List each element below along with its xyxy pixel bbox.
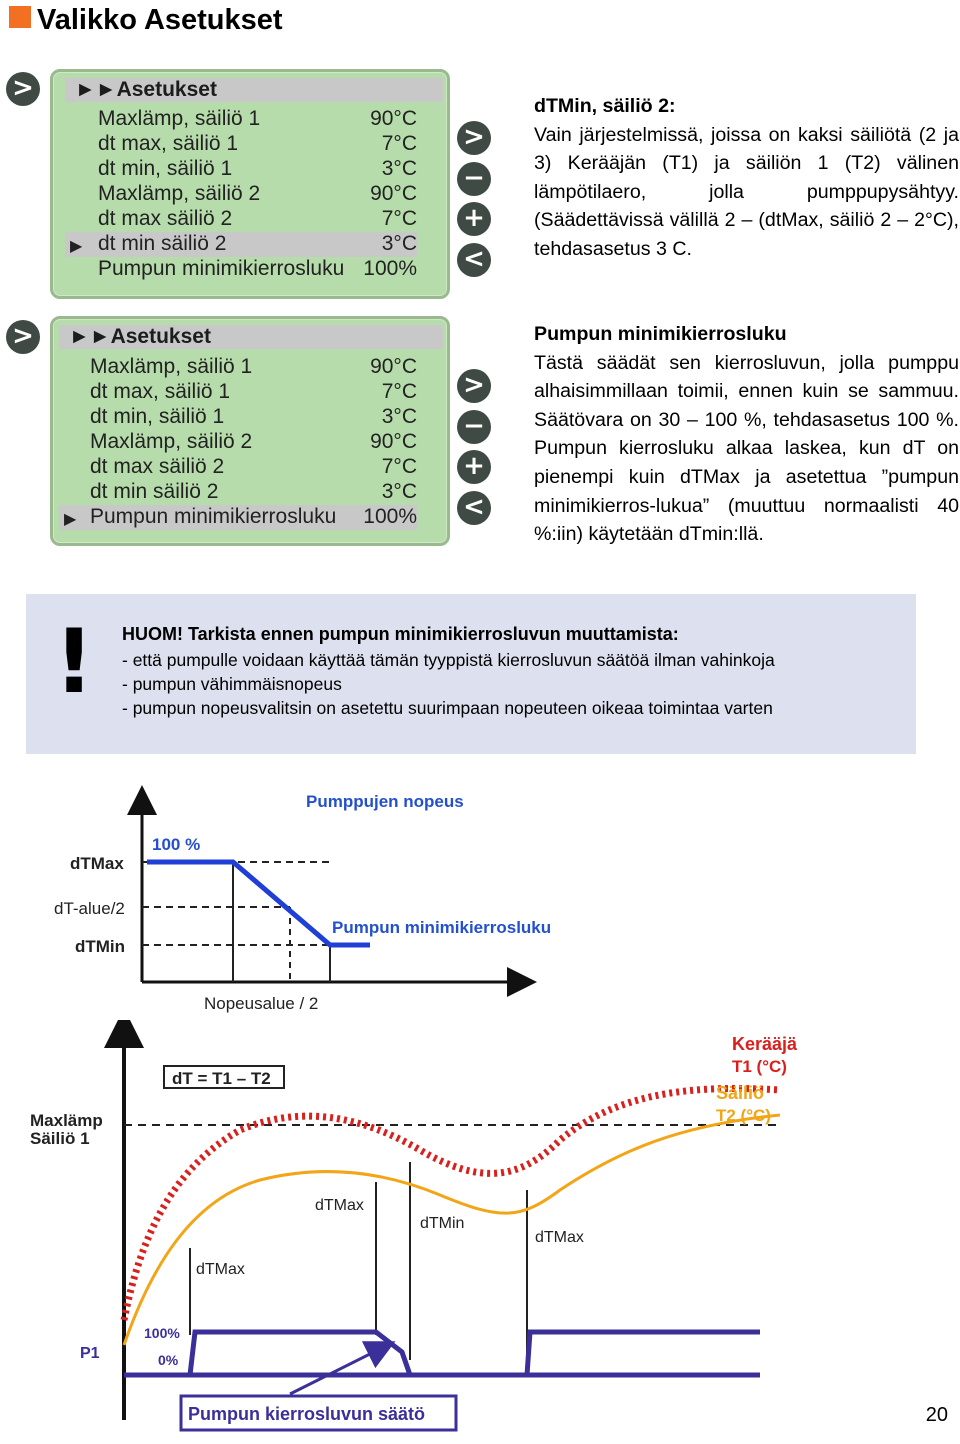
lcd-row-selected: ▶ Pumpun minimikierrosluku 100%	[59, 505, 417, 530]
diagram-title: Pumppujen nopeus	[306, 792, 464, 811]
page-number: 20	[925, 1404, 948, 1426]
max-label-2: Säiliö 1	[30, 1129, 90, 1148]
p1-label: P1	[80, 1345, 100, 1362]
lcd-title: ►►Asetukset	[69, 325, 211, 348]
marker-label: dTMin	[420, 1215, 465, 1232]
caption-arrow	[290, 1348, 382, 1394]
label-100: 100 %	[152, 835, 201, 854]
back-button[interactable]: <	[457, 243, 491, 277]
lcd-row: Maxlämp, säiliö 1 90°C	[90, 355, 417, 378]
lcd-row: Pumpun minimikierrosluku 100%	[98, 257, 417, 280]
lcd-row: dt max säiliö 2 7°C	[90, 455, 417, 478]
lcd-row: dt min säiliö 2 3°C	[90, 480, 417, 503]
marker-label: dTMax	[196, 1261, 245, 1278]
note-title: HUOM! Tarkista ennen pumpun minimikierrosluvun muuttamista:	[122, 624, 679, 644]
section-heading: dTMin, säiliö 2:	[534, 95, 676, 117]
marker-label: dTMax	[315, 1197, 364, 1214]
exclamation-icon: !	[54, 610, 95, 713]
legend-t1-unit: T1 (°C)	[732, 1057, 787, 1076]
minus-button[interactable]: −	[457, 162, 491, 196]
enter-button[interactable]: >	[457, 121, 491, 155]
lcd-row: Maxlämp, säiliö 2 90°C	[98, 182, 417, 205]
lcd-row: dt max, säiliö 1 7°C	[98, 132, 417, 155]
marker-label: dTMax	[535, 1229, 584, 1246]
enter-button-left-1[interactable]: >	[6, 72, 40, 106]
lcd-row-selected: ▶ dt min säiliö 2 3°C	[65, 232, 417, 257]
label-dtalue: dT-alue/2	[54, 899, 125, 918]
max-label-1: Maxlämp	[30, 1111, 103, 1130]
label-dtmin: dTMin	[75, 937, 126, 956]
pointer-icon: ▶	[70, 238, 83, 255]
back-button[interactable]: <	[457, 491, 491, 525]
lcd-header	[59, 325, 443, 349]
section-body: Vain järjestelmissä, joissa on kaksi säiliötä (2 ja 3) Kerääjän (T1) ja säiliön 1 (T2) välinen lämpötilaero, jolla pumppupysähtyy. (Säädettävissä välillä 2 – (dtMax, säiliö 2 – 2°C), tehdasasetus 3 C.	[534, 123, 959, 260]
section-heading: Pumpun minimikierrosluku	[534, 323, 787, 345]
plus-button[interactable]: +	[457, 450, 491, 484]
note-box	[26, 594, 916, 754]
label-dtmax: dTMax	[70, 854, 124, 873]
label-pump-min: Pumpun minimikierrosluku	[332, 918, 552, 937]
pointer-icon: ▶	[64, 511, 77, 528]
lcd-row: Maxlämp, säiliö 1 90°C	[98, 107, 417, 130]
t1-curve	[124, 1088, 780, 1320]
header-marker	[9, 6, 31, 28]
legend-t2-label: Säiliö	[716, 1083, 765, 1103]
lcd-row: dt min, säiliö 1 3°C	[90, 405, 417, 428]
lcd-row: dt max säiliö 2 7°C	[98, 207, 417, 230]
enter-button[interactable]: >	[457, 369, 491, 403]
label-x-axis: Nopeusalue / 2	[204, 994, 319, 1013]
lcd-header	[65, 78, 443, 102]
p1-100-label: 100%	[144, 1325, 180, 1341]
lcd-title: ►►Asetukset	[75, 78, 217, 101]
section-dtmin	[534, 92, 959, 264]
note-line: - pumpun vähimmäisnopeus	[122, 674, 342, 694]
p1-pulse-1	[190, 1332, 410, 1375]
pump-control-diagram	[0, 1020, 960, 1440]
lcd-row: Maxlämp, säiliö 2 90°C	[90, 430, 417, 453]
minus-button[interactable]: −	[457, 410, 491, 444]
note-line: - että pumpulle voidaan käyttää tämän tyyppistä kierrosluvun säätöä ilman vahinkoja	[122, 650, 775, 670]
legend-t2-unit: T2 (°C)	[716, 1106, 771, 1125]
p1-0-label: 0%	[158, 1352, 179, 1368]
enter-button-left-2[interactable]: >	[6, 320, 40, 354]
page-title: Valikko Asetukset	[37, 4, 283, 36]
lcd-row: dt max, säiliö 1 7°C	[90, 380, 417, 403]
dt-box-label: dT = T1 – T2	[172, 1069, 271, 1088]
p1-pulse-2	[527, 1332, 760, 1375]
lcd-row: dt min, säiliö 1 3°C	[98, 157, 417, 180]
lcd-panel-1	[50, 69, 450, 299]
caption-label: Pumpun kierrosluvun säätö	[188, 1404, 426, 1424]
section-body: Tästä säädät sen kierrosluvun, jolla pumppu alhaisimmillaan toimii, ennen kuin se sammuu. Säätövara on 30 – 100 %, tehdasasetus 100 %. Pumpun kierrosluku alkaa laskea, kun dT on pienempi kuin dTMax ja asetettua ”pumpun minimikierros-lukua” (muuttuu normaalisti 40 %:iin) käytetään dTmin:llä.	[534, 351, 959, 546]
section-pump-min	[534, 320, 959, 549]
legend-t1-label: Kerääjä	[732, 1034, 798, 1054]
lcd-panel-2	[50, 316, 450, 546]
note-line: - pumpun nopeusvalitsin on asetettu suurimpaan nopeuteen oikeaa toimintaa varten	[122, 698, 773, 718]
plus-button[interactable]: +	[457, 202, 491, 236]
pump-speed-diagram	[0, 780, 960, 1020]
